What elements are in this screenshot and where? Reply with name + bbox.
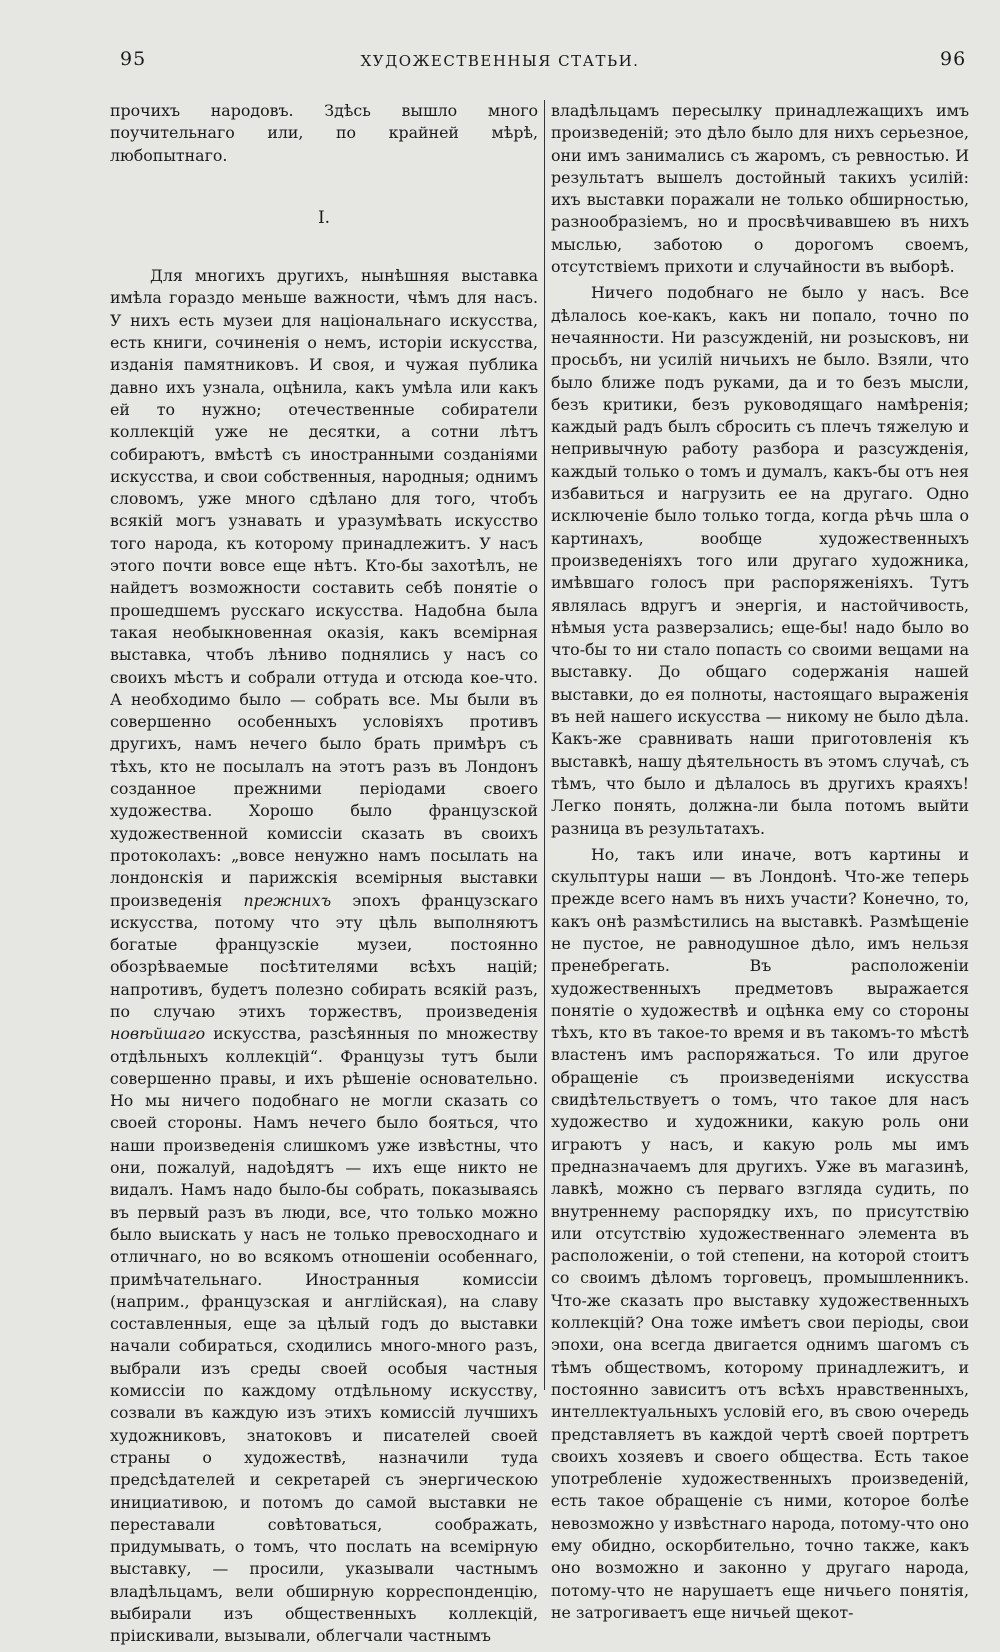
right-column	[551, 100, 969, 1628]
page-number-left: 95	[120, 48, 147, 70]
emphasis-prezhnikh: прежнихъ	[243, 890, 332, 910]
paragraph-1-text-a: Для многихъ другихъ, нынѣшняя выставка имѣла гораздо меньше важности, чѣмъ для насъ. У нихъ есть музеи для національнаго искусства, есть книги, сочиненія о немъ, исторіи искусства, изданія памятниковъ. И своя, и чужая публика давно ихъ узнала, оцѣнила, какъ умѣла или какъ ей то нужно; отечественные собиратели коллекцій уже не десятки, а сотни лѣтъ собираютъ, вмѣстѣ съ иностранными созданіями искусства, и свои собственныя, народныя; однимъ словомъ, уже много сдѣлано для того, чтобъ всякій могъ узнавать и уразумѣвать искусство того народа, къ которому принадлежитъ. У насъ этого почти вовсе еще нѣтъ. Кто-бы захотѣлъ, не найдетъ возможности составить себѣ понятіе о прошедшемъ русскаго искусства. Надобна была такая необыкновенная оказія, какъ всемірная выставка, чтобъ лѣниво поднялись у насъ со своихъ мѣстъ и собрали оттуда и отсюда кое-что. А необходимо было — собрать все. Мы были въ совершенно особенныхъ условіяхъ противъ другихъ, намъ нечего было брать примѣръ съ тѣхъ, кто не посылалъ на этотъ разъ въ Лондонъ созданное прежними періодами своего художества. Хорошо было французской художественной комиссіи сказать въ своихъ протоколахъ: „вовсе ненужно намъ посылать на лондонскія и парижскія всемірныя выставки произведенія	[110, 266, 538, 910]
running-title: ХУДОЖЕСТВЕННЫЯ СТАТЬИ.	[360, 52, 640, 70]
page-number-right: 96	[940, 48, 967, 70]
column-divider	[544, 100, 545, 1390]
paragraph-1-text-b: эпохъ французскаго искусства, потому что эту цѣль выполняютъ богатые французскіе музеи, постоянно обозрѣваемые посѣтителями всѣхъ націй; напротивъ, будетъ полезно собирать всякій разъ, по случаю этихъ торжествъ, произведенія	[110, 890, 538, 1021]
section-number: I.	[317, 207, 331, 228]
emphasis-noveishago: новѣйшаго	[110, 1024, 206, 1044]
left-column	[110, 100, 538, 1652]
paragraph-2: Ничего подобнаго не было у насъ. Все дѣлалось кое-какъ, какъ ни попало, точно по нечаянности. Ни разсужденій, ни розысковъ, ни просьбъ, ни усилій ничьихъ не было. Взяли, что было ближе подъ руками, да и то безъ мысли, безъ критики, безъ руководящаго намѣренія; каждый радъ былъ сбросить съ плечъ тяжелую и непривычную работу разбора и разсужденія, каждый только о томъ и думалъ, какъ-бы отъ нея избавиться и нагрузить ее на другаго. Одно исключеніе было только тогда, когда рѣчь шла о картинахъ, вообще художественныхъ произведеніяхъ того или другаго художника, имѣвшаго голосъ при распоряженіяхъ. Тутъ являлась вдругъ и энергія, и настойчивость, нѣмыя уста разверзались; еще-бы! надо было во что-бы то ни стало попасть со своими вещами на выставку. До общаго содержанія нашей выставки, до ея полноты, настоящаго выраженія въ ней нашего искусства — никому не было дѣла. Какъ-же сравнивать наши приготовленія къ выставкѣ, нашу дѣятельность въ этомъ случаѣ, съ тѣмъ, что было и дѣлалось въ другихъ краяхъ! Легко понять, должна-ли была потомъ выйти разница въ результатахъ.	[551, 283, 969, 838]
paragraph-1-text-c: искусства, разсѣянныя по множеству отдѣльныхъ коллекцій“. Французы тутъ были совершенно правы, и ихъ рѣшеніе основательно. Но мы ничего подобнаго не могли сказать со своей стороны. Намъ нечего было бояться, что наши произведенія слишкомъ уже извѣстны, что они, пожалуй, надоѣдятъ — ихъ еще никто не видалъ. Намъ надо было-бы собрать, показываясь въ первый разъ въ люди, все, что только можно было выискать у насъ не только превосходнаго и отличнаго, но во всякомъ отношеніи особеннаго, примѣчательнаго. Иностранныя комиссіи (наприм., французская и англійская), на славу составленныя, еще за цѣлый годъ до выставки начали собираться, сходились много-много разъ, выбрали изъ среды своей особыя частныя комиссіи по каждому отдѣльному искусству, созвали въ каждую изъ этихъ комиссій лучшихъ художниковъ, знатоковъ и писателей своей страны о художествѣ, назначили туда предсѣдателей и секретарей съ энергическою инициативою, и потомъ до самой выставки не переставали совѣтоваться, соображать, придумывать, о томъ, что послать на всемірную выставку, — просили, указывали частнымъ владѣльцамъ, вели обширную корреспонденцію, выбирали изъ общественныхъ коллекцій, пріискивали, вызывали, облегчали частнымъ	[110, 1024, 538, 1646]
paragraph-1	[110, 265, 538, 1647]
page-header	[0, 40, 1000, 80]
paragraph-continuation: владѣльцамъ пересылку принадлежащихъ имъ произведеній; это дѣло было для нихъ серьезное, они имъ занимались съ жаромъ, съ ревностью. И результатъ вышелъ достойный такихъ усилій: ихъ выставки поражали не только обширностью, разнообразіемъ, но и просвѣчивавшею въ нихъ мыслью, заботою о дорогомъ своемъ, отсутствіемъ прихоти и случайности въ выборѣ.	[551, 101, 969, 277]
opening-paragraph: прочихъ народовъ. Здѣсь вышло много поучительнаго или, по крайней мѣрѣ, любопытнаго.	[110, 101, 538, 165]
paragraph-3: Но, такъ или иначе, вотъ картины и скульптуры наши — въ Лондонѣ. Что-же теперь прежде всего намъ въ нихъ участи? Конечно, то, какъ онѣ размѣстились на выставкѣ. Размѣщеніе не пустое, не равнодушное дѣло, имъ нельзя пренебрегать. Въ расположеніи художественныхъ предметовъ выражается понятіе о художествѣ и оцѣнка ему со стороны тѣхъ, кто въ такое-то время и въ такомъ-то мѣстѣ властенъ имъ распоряжаться. То или другое обращеніе съ произведеніями искусства свидѣтельствуетъ о томъ, что такое для насъ художество и художники, какую роль они играютъ у насъ, и какую роль мы имъ предназначаемъ для другихъ. Уже въ магазинѣ, лавкѣ, можно съ перваго взгляда судить, по внутреннему распорядку ихъ, по присутствію или отсутствію художественнаго элемента въ расположеніи, о той степени, на которой стоитъ со своимъ дѣломъ торговецъ, промышленникъ. Что-же сказать про выставку художественныхъ коллекцій? Она тоже имѣетъ свои періоды, свои эпохи, она всегда двигается однимъ шагомъ съ тѣмъ обществомъ, которому принадлежитъ, и постоянно зависитъ отъ всѣхъ нравственныхъ, интеллектуальныхъ условій его, въ свою очередь представляетъ въ каждой чертѣ своей портретъ своихъ хозяевъ и своего общества. Есть такое употребленіе художественныхъ произведеній, есть такое обращеніе съ ними, которое болѣе невозможно у извѣстнаго народа, потому-что оно ему обидно, оскорбительно, точно также, какъ оно возможно и законно у другаго народа, потому-что не нарушаетъ еще ничьего понятія, не затрогиваетъ еще ничьей щекот-	[551, 844, 969, 1622]
